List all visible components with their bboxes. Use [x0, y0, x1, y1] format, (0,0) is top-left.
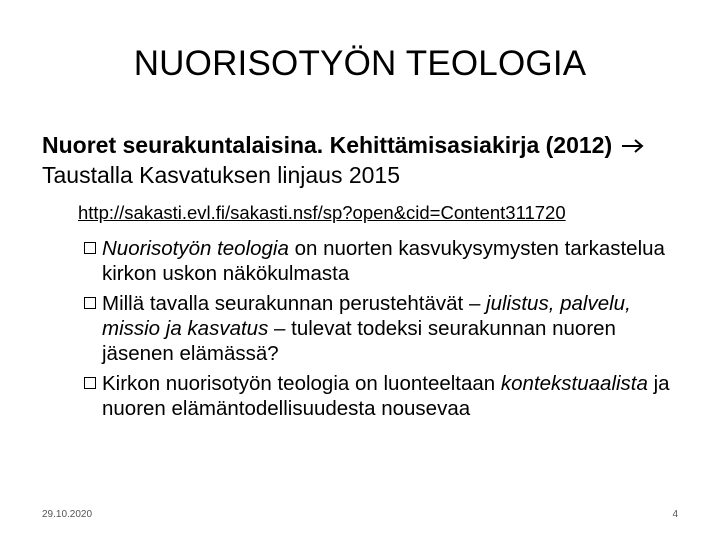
bullet-item: [84, 371, 684, 421]
bullet-text: [102, 291, 684, 366]
bullet-item: [84, 236, 684, 286]
bullet-text-regular: Millä tavalla seurakunnan perustehtävät –: [102, 292, 487, 315]
slide-title: NUORISOTYÖN TEOLOGIA: [133, 44, 587, 83]
bullet-text-italic: julistus, palvelu, missio ja kasvatus: [102, 292, 631, 340]
footer-date: 29.10.2020: [42, 509, 93, 520]
intro-regular-text: Taustalla Kasvatuksen linjaus 2015: [42, 162, 401, 188]
intro-bold-text: Nuoret seurakuntalaisina. Kehittämisasiakirja (2012): [42, 132, 613, 158]
bullet-text-regular: ja nuoren elämäntodellisuudesta nousevaa: [102, 372, 670, 420]
bullet-text-regular: Kirkon nuorisotyön teologia on luonteeltaan: [102, 372, 501, 395]
checkbox-bullet-icon: [84, 297, 96, 309]
bullet-text-italic: Nuorisotyön teologia: [102, 237, 289, 260]
bullet-text-regular: – tulevat todeksi seurakunnan nuoren jäsenen elämässä?: [102, 317, 616, 365]
footer-page-number: 4: [672, 509, 678, 520]
checkbox-bullet-icon: [84, 242, 96, 254]
bullet-list: [84, 236, 684, 426]
intro-paragraph: [42, 130, 702, 190]
bullet-text-regular: on nuorten kasvukysymysten tarkastelua kirkon uskon näkökulmasta: [102, 237, 665, 285]
checkbox-bullet-icon: [84, 377, 96, 389]
bullet-text: [102, 236, 684, 286]
bullet-text: [102, 371, 684, 421]
bullet-item: [84, 291, 684, 366]
bullet-text-italic: kontekstuaalista: [500, 372, 648, 395]
arrow-right-icon: [621, 130, 645, 160]
source-link[interactable]: http://sakasti.evl.fi/sakasti.nsf/sp?open&cid=Content311720: [78, 202, 566, 223]
